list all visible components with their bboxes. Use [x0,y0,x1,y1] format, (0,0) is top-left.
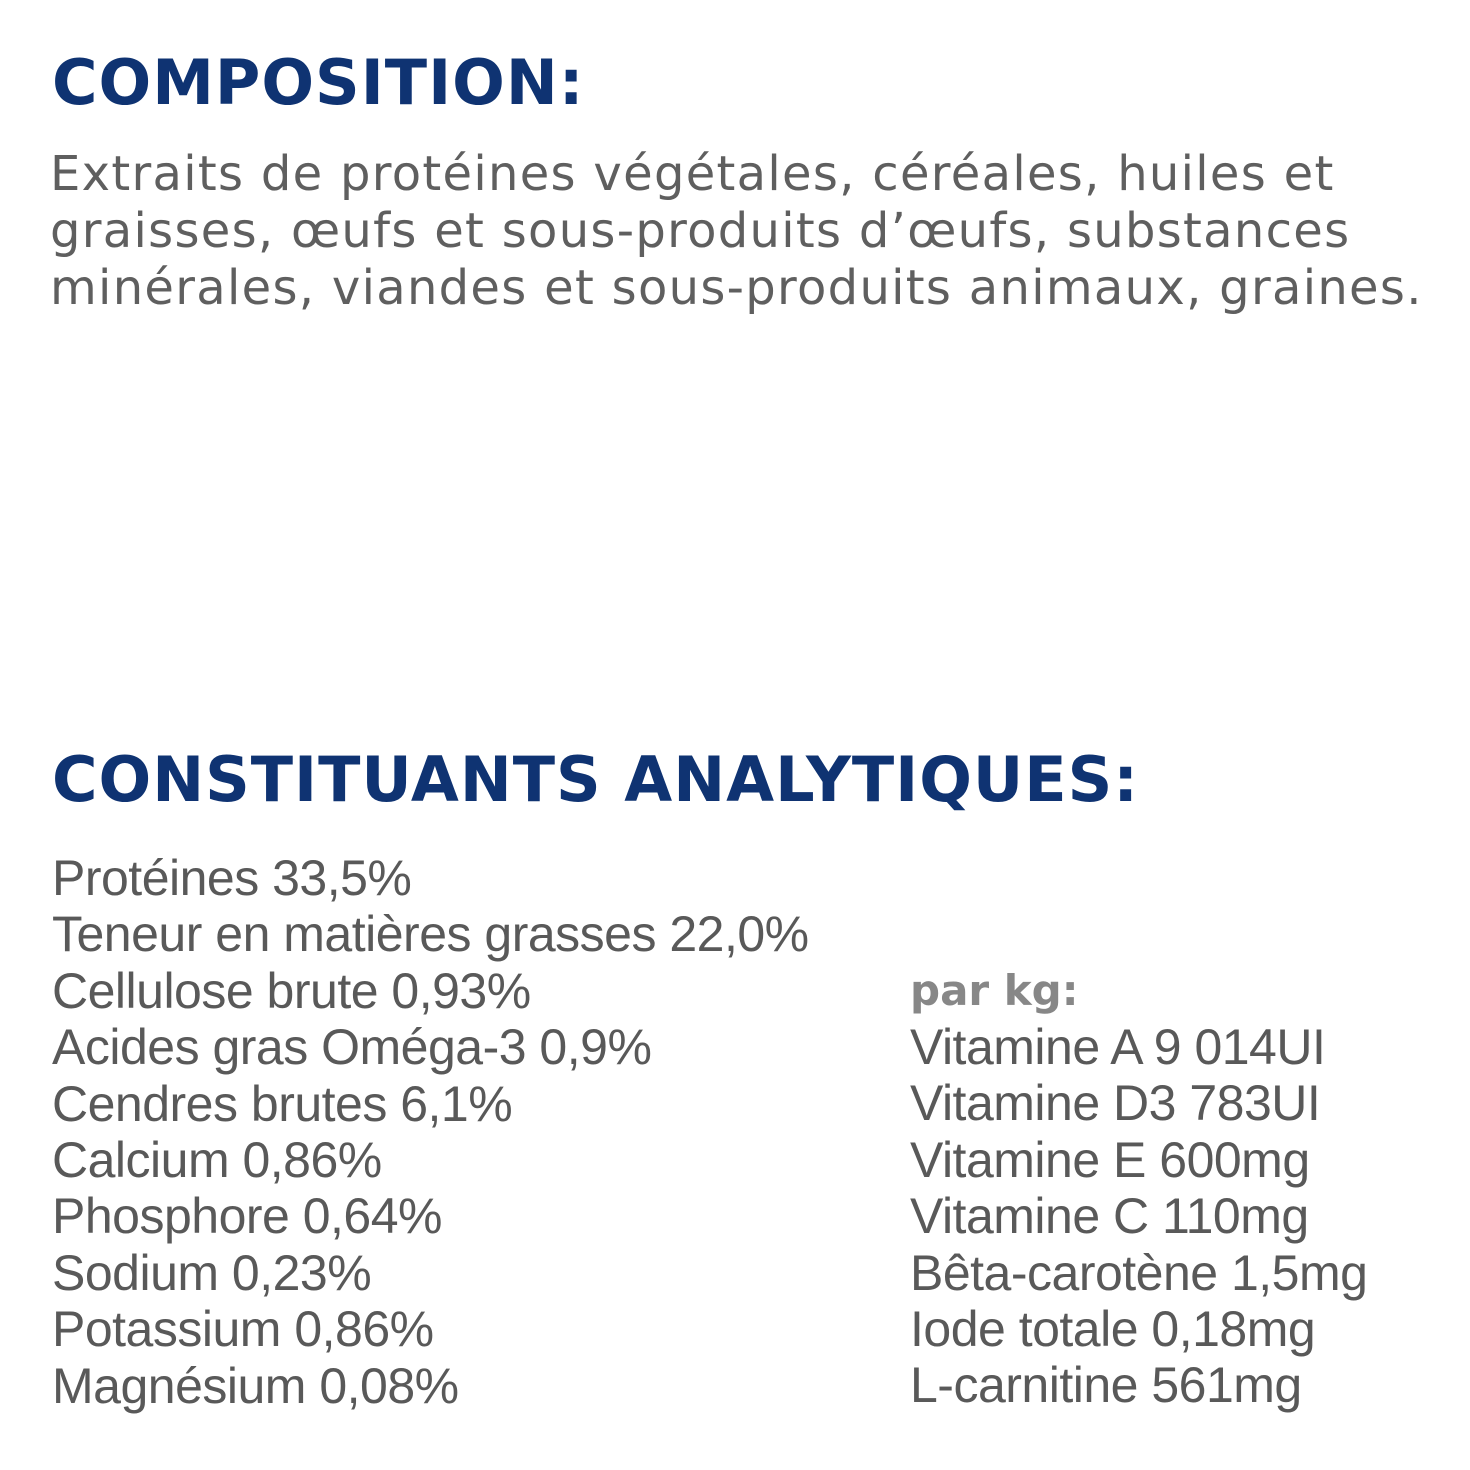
per-kg-item: Bêta-carotène 1,5mg [910,1244,1368,1301]
per-kg-list [910,1019,1367,1414]
analytical-constituents-list [52,850,809,1414]
per-kg-section [910,963,1367,1414]
constituent-item: Teneur en matières grasses 22,0% [52,906,809,963]
per-kg-label: par kg: [910,966,1079,1015]
constituent-item: Calcium 0,86% [52,1132,382,1189]
per-kg-item: L-carnitine 561mg [910,1357,1302,1414]
per-kg-item: Vitamine E 600mg [910,1131,1310,1188]
constituent-item: Sodium 0,23% [52,1244,372,1301]
constituants-heading: CONSTITUANTS ANALYTIQUES: [52,743,1140,816]
composition-heading: COMPOSITION: [52,46,585,119]
per-kg-item: Vitamine D3 783UI [910,1075,1321,1132]
constituent-item: Magnésium 0,08% [52,1357,459,1414]
constituent-item: Cellulose brute 0,93% [52,962,531,1019]
per-kg-item: Iode totale 0,18mg [910,1301,1316,1358]
constituent-item: Potassium 0,86% [52,1301,434,1358]
constituent-item: Protéines 33,5% [52,850,412,906]
composition-text: Extraits de protéines végétales, céréales, huiles et graisses, œufs et sous-produits d’œufs, substances minérales, viandes et sous-produits animaux, graines. [50,146,1423,316]
constituent-item: Acides gras Oméga-3 0,9% [52,1019,652,1076]
constituent-item: Cendres brutes 6,1% [52,1075,513,1132]
per-kg-item: Vitamine A 9 014UI [910,1019,1326,1075]
per-kg-item: Vitamine C 110mg [910,1188,1309,1245]
constituent-item: Phosphore 0,64% [52,1188,443,1245]
